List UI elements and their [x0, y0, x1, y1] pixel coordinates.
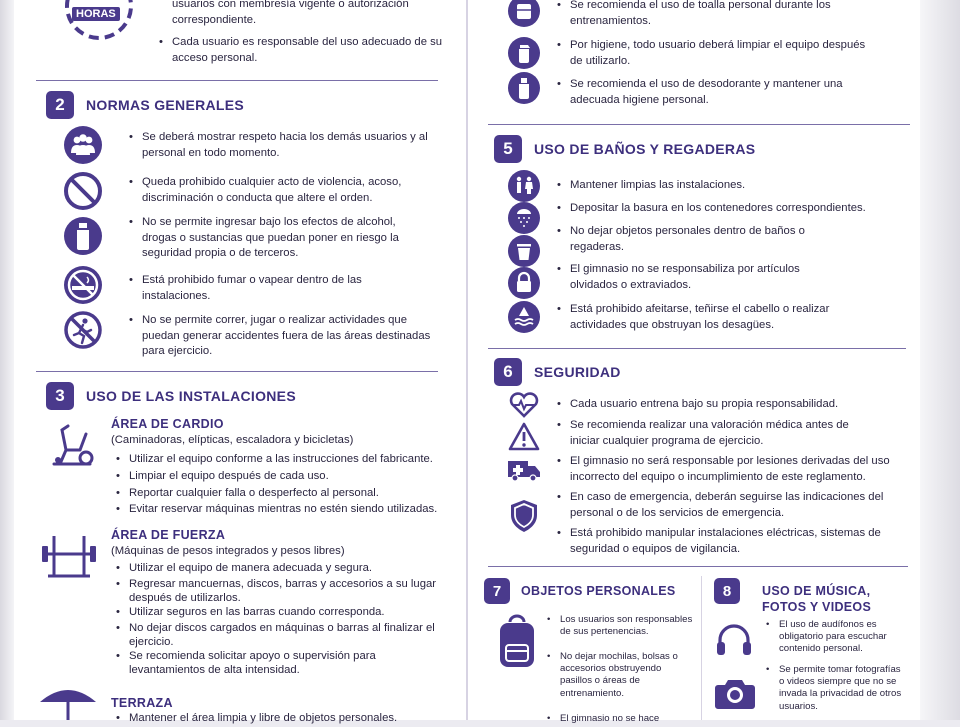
bottle-icon — [63, 216, 103, 256]
subsection-desc: (Máquinas de pesos integrados y pesos libres) — [111, 545, 345, 557]
rule-text: • Cada usuario entrena bajo su propia responsabilidad. — [570, 397, 880, 413]
weight-rack-icon — [40, 530, 98, 582]
divider — [488, 566, 908, 567]
rule-text: • En caso de emergencia, deberán seguirse las indicaciones del personal o de los servicios de emergencia. — [570, 490, 890, 521]
rule-text: • Está prohibido afeitarse, teñirse el cabello o realizar actividades que obstruyan los desagües. — [570, 302, 870, 333]
divider — [36, 371, 438, 372]
rule-text: • Mantener el área limpia y libre de objetos personales. — [129, 711, 449, 727]
section-7-8-divider — [701, 576, 702, 720]
ambulance-icon — [506, 457, 542, 483]
subsection-title: ÁREA DE FUERZA — [111, 528, 226, 542]
section-number: 6 — [494, 358, 522, 386]
rule-text: • Utilizar el equipo conforme a las instrucciones del fabricante. — [129, 452, 449, 468]
rule-text: • Reportar cualquier falla o desperfecto al personal. — [129, 486, 449, 502]
subsection-desc: (Caminadoras, elípticas, escaladora y bicicletas) — [111, 434, 354, 446]
subsection-title: TERRAZA — [111, 696, 173, 710]
rule-text: • Regresar mancuernas, discos, barras y accesorios a su lugar después de utilizarlos. — [129, 578, 449, 605]
rule-text: • Se deberá mostrar respeto hacia los demás usuarios y al personal en todo momento. — [142, 130, 432, 161]
warning-icon — [508, 421, 540, 451]
backpack-icon — [494, 614, 540, 670]
rule-text: • Queda prohibido cualquier acto de violencia, acoso, discriminación o conducta que altere el orden. — [142, 175, 432, 206]
divider — [36, 80, 438, 81]
rule-text: • Se recomienda solicitar apoyo o supervisión para levantamientos de alta intensidad. — [129, 650, 449, 677]
section-title: FOTOS Y VIDEOS — [762, 600, 872, 614]
restroom-icon — [508, 170, 540, 202]
section-number: 3 — [46, 382, 74, 410]
section-number: 7 — [484, 578, 510, 604]
section-number: 8 — [714, 578, 740, 604]
section-title: USO DE MÚSICA, — [762, 584, 871, 598]
section-title: USO DE LAS INSTALACIONES — [86, 388, 296, 404]
top-text-1: usuarios con membresía vigente o autorización correspondiente. — [172, 0, 409, 26]
umbrella-icon — [38, 684, 98, 720]
horas-label: HORAS — [72, 7, 120, 21]
rule-text: • El gimnasio no será responsable por lesiones derivadas del uso incorrecto del equipo o incumplimiento de este reglamento. — [570, 454, 890, 485]
divider — [488, 348, 906, 349]
top-text-2: • Cada usuario es responsable del uso adecuado de su acceso personal. — [172, 35, 444, 66]
rule-text: • El gimnasio no se responsabiliza por artículos olvidados o extraviados. — [570, 262, 820, 293]
rule-text: • Evitar reservar máquinas mientras no estén siendo utilizadas. — [129, 502, 449, 518]
drain-icon — [508, 301, 540, 333]
rule-text: • Depositar la basura en los contenedores correspondientes. — [570, 201, 880, 217]
headphones-icon — [714, 620, 754, 658]
shield-icon — [508, 498, 540, 534]
rule-text: • Utilizar el equipo de manera adecuada y segura. — [129, 562, 449, 576]
rule-text: • Limpiar el equipo después de cada uso. — [129, 469, 449, 485]
people-icon — [63, 125, 103, 165]
deodorant-icon — [508, 72, 540, 104]
elliptical-icon — [46, 420, 98, 472]
rule-text: • El uso de audífonos es obligatorio para escuchar contenido personal. — [779, 619, 904, 656]
column-divider — [466, 0, 468, 720]
rule-text: • Está prohibido fumar o vapear dentro de las instalaciones. — [142, 273, 432, 304]
subsection-title: ÁREA DE CARDIO — [111, 417, 224, 431]
no-running-icon — [63, 310, 103, 350]
rule-text: • Se recomienda el uso de toalla personal durante los entrenamientos. — [570, 0, 870, 29]
camera-icon — [714, 676, 756, 710]
rule-text: • Mantener limpias las instalaciones. — [570, 178, 880, 194]
section-6-header — [494, 358, 621, 386]
rule-text: • Se recomienda realizar una valoración médica antes de iniciar cualquier programa de ejercicio. — [570, 418, 880, 449]
section-3-header — [46, 382, 296, 410]
section-title: OBJETOS PERSONALES — [521, 584, 676, 598]
lock-icon — [508, 267, 540, 299]
shower-icon — [508, 202, 540, 234]
section-5-header — [494, 135, 755, 163]
rule-text: • No dejar objetos personales dentro de baños o regaderas. — [570, 224, 815, 255]
rule-text: • Los usuarios son responsables de sus pertenencias. — [560, 614, 696, 638]
no-smoking-icon — [63, 265, 103, 305]
rule-text: • Está prohibido manipular instalaciones eléctricas, sistemas de seguridad o equipos de vigilancia. — [570, 526, 890, 557]
spray-bottle-icon — [508, 37, 540, 69]
page-shadow-right — [920, 0, 960, 720]
towel-icon — [508, 0, 540, 28]
rule-text: • Utilizar seguros en las barras cuando corresponda. — [129, 606, 449, 620]
rule-text: • No se permite correr, jugar o realizar actividades que puedan generar accidentes fuera de las áreas destinadas para ejercicio. — [142, 313, 432, 360]
section-title: NORMAS GENERALES — [86, 97, 245, 113]
rule-text: • Se recomienda el uso de desodorante y mantener una adecuada higiene personal. — [570, 77, 870, 108]
section-title: SEGURIDAD — [534, 364, 621, 380]
rule-text: • Se permite tomar fotografías o videos siempre que no se invada la privacidad de otros usuarios. — [779, 664, 904, 713]
divider — [488, 124, 910, 125]
rule-text: • No se permite ingresar bajo los efectos de alcohol, drogas o sustancias que puedan poner en riesgo la seguridad propia o de terceros. — [142, 215, 432, 262]
heartbeat-icon — [508, 392, 540, 418]
section-number: 2 — [46, 91, 74, 119]
page-shadow-left — [0, 0, 14, 720]
section-2-header — [46, 91, 244, 119]
rule-text: • No dejar mochilas, bolsas o accesorios obstruyendo pasillos o áreas de entrenamiento. — [560, 651, 686, 700]
rule-text: • Por higiene, todo usuario deberá limpiar el equipo después de utilizarlo. — [570, 38, 870, 69]
rule-text: • El gimnasio no se hace — [560, 713, 696, 725]
section-title: USO DE BAÑOS Y REGADERAS — [534, 141, 756, 157]
prohibited-icon — [63, 171, 103, 211]
trash-icon — [508, 235, 540, 267]
section-number: 5 — [494, 135, 522, 163]
rule-text: • No dejar discos cargados en máquinas o barras al finalizar el ejercicio. — [129, 622, 449, 649]
section-7-header — [484, 578, 676, 604]
